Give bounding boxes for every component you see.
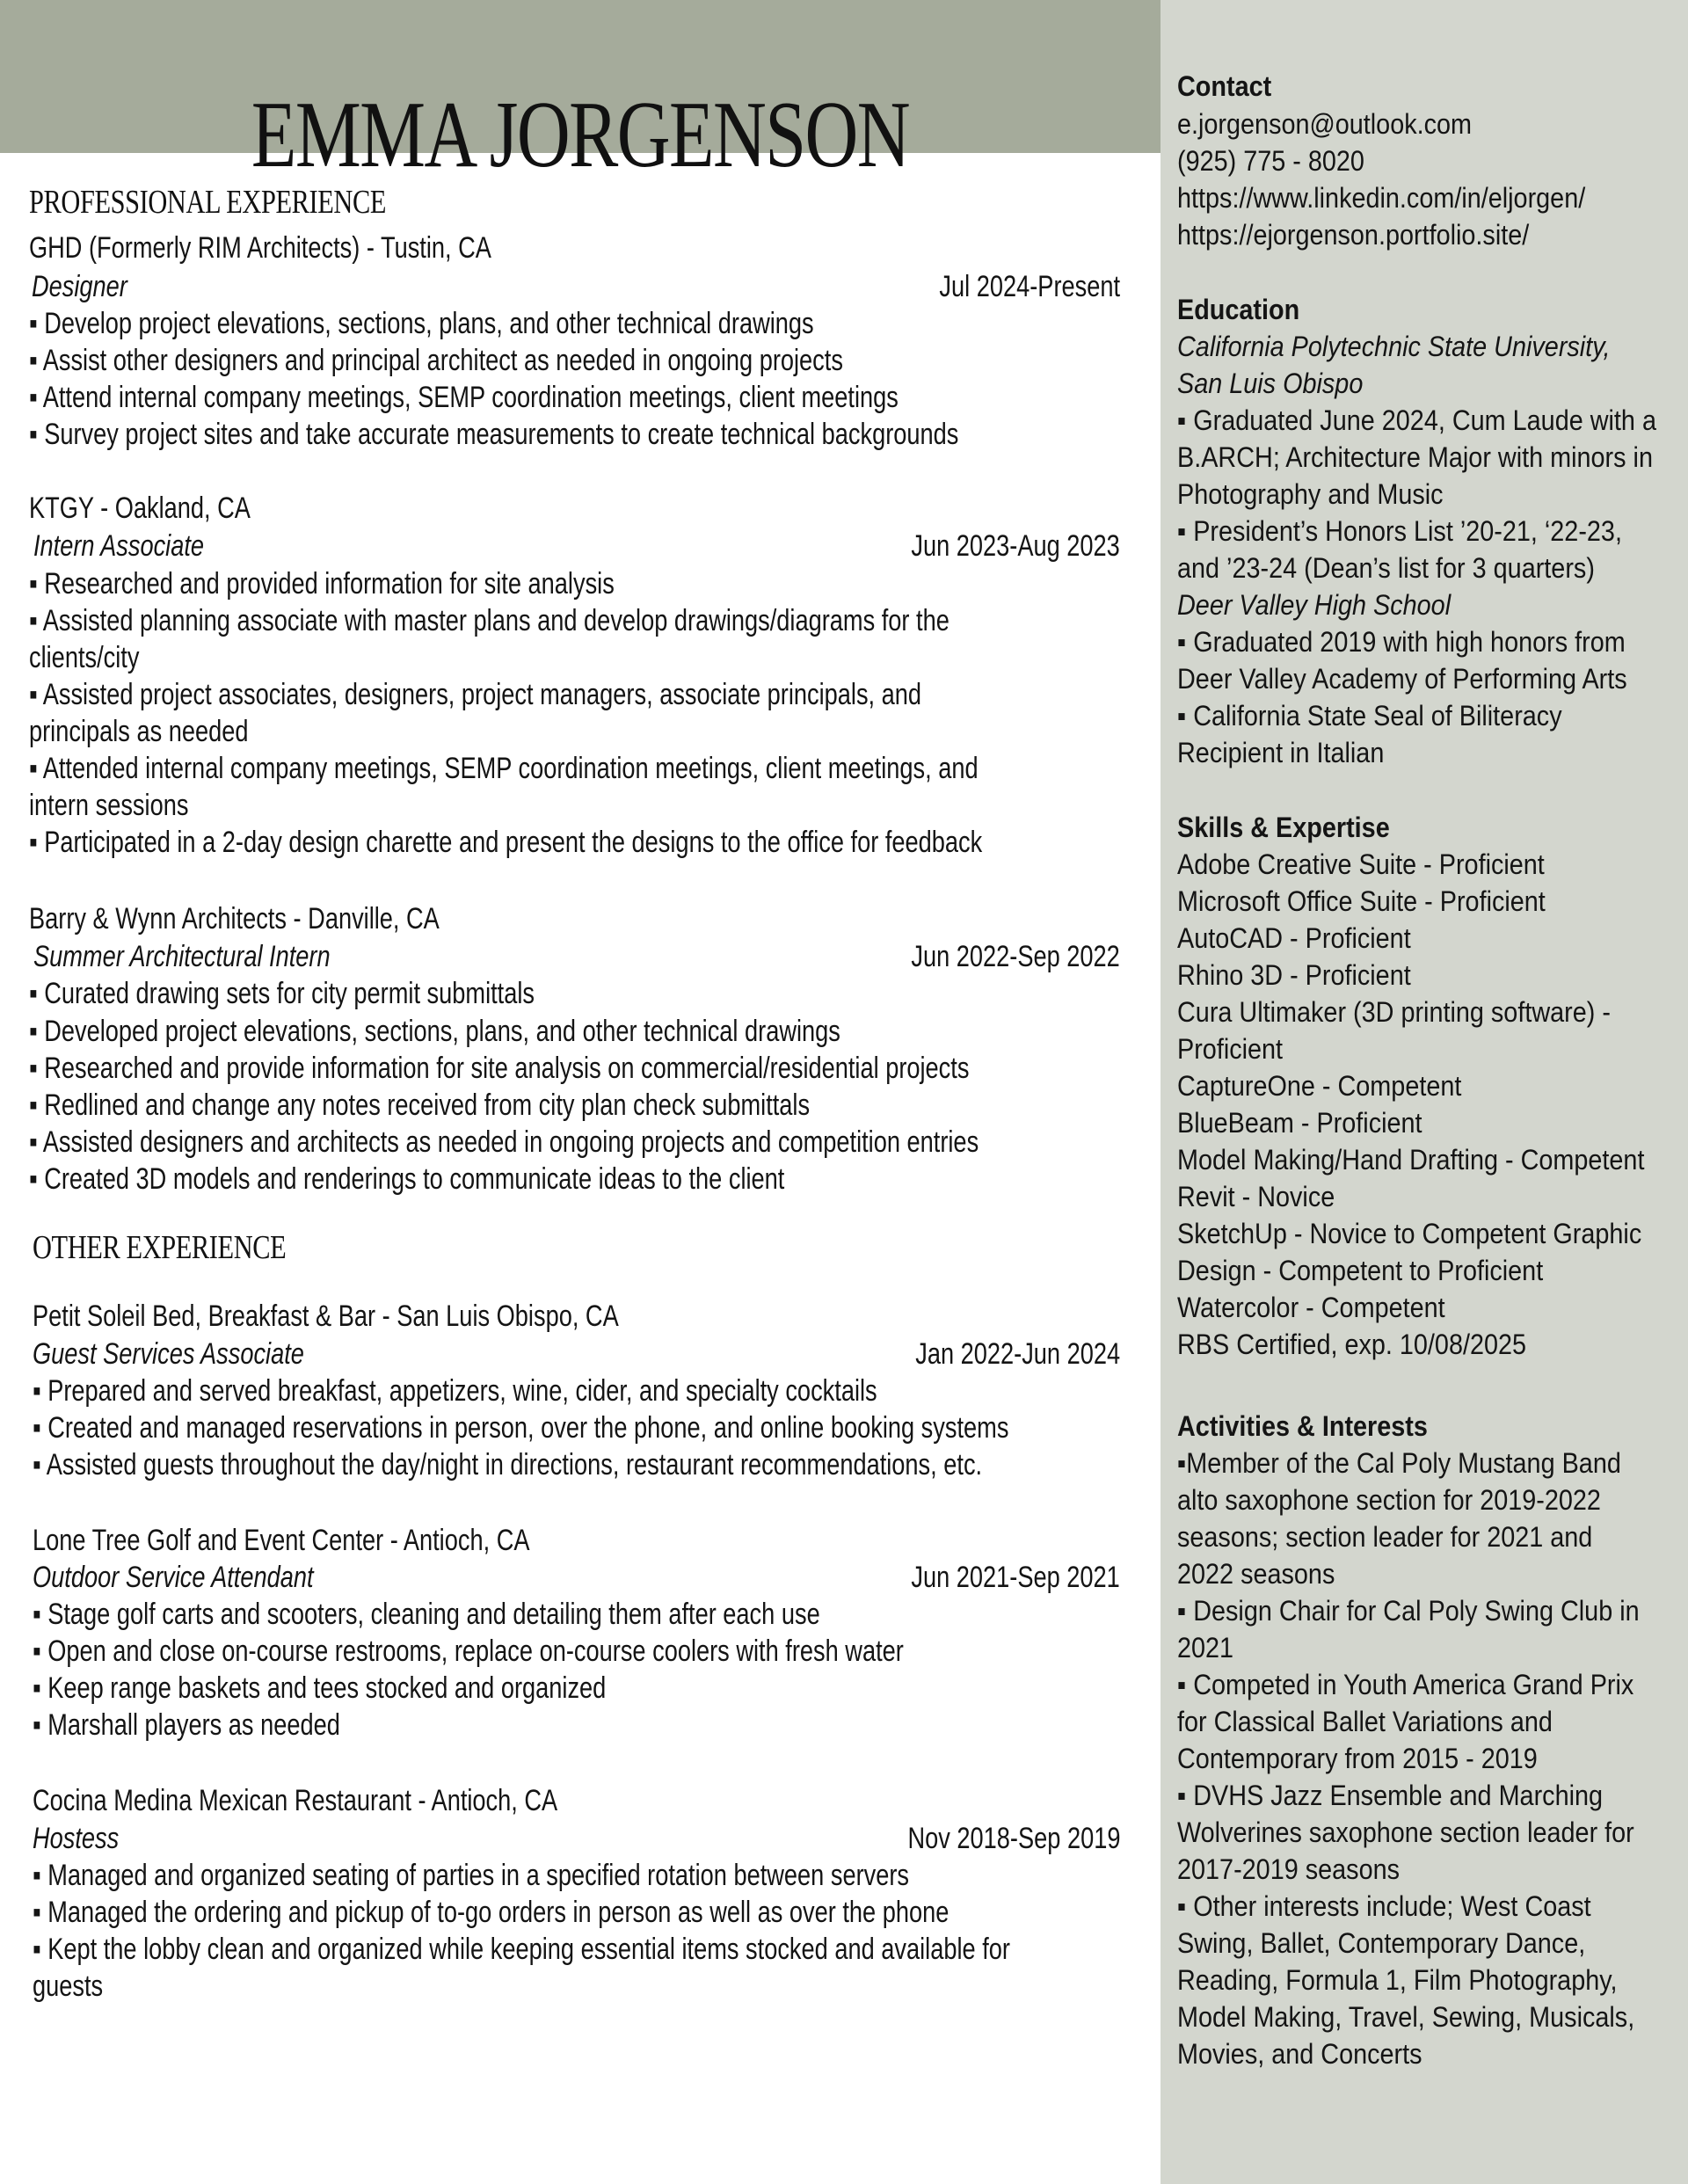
job-bullet: ▪ Redlined and change any notes received from city plan check submittals xyxy=(29,1088,811,1122)
job-bullet-continued: principals as needed xyxy=(29,715,249,748)
job-bullet: ▪ Develop project elevations, sections, plans, and other technical drawings xyxy=(29,307,814,340)
skills-heading: Skills & Expertise xyxy=(1177,812,1390,843)
activities-heading: Activities & Interests xyxy=(1177,1410,1428,1442)
activity-item: ▪ Competed in Youth America Grand Prix xyxy=(1177,1669,1634,1700)
activity-item: ▪ DVHS Jazz Ensemble and Marching xyxy=(1177,1780,1604,1811)
job-employer: Cocina Medina Mexican Restaurant - Antioch, CA xyxy=(33,1784,558,1817)
skill-item: Adobe Creative Suite - Proficient xyxy=(1177,848,1545,880)
contact-heading: Contact xyxy=(1177,70,1272,102)
job-dates: Jan 2022-Jun 2024 xyxy=(915,1337,1120,1371)
job-bullet: ▪ Prepared and served breakfast, appetizers, wine, cider, and specialty cocktails xyxy=(33,1374,877,1408)
activity-item: for Classical Ballet Variations and xyxy=(1177,1706,1553,1737)
activity-item: ▪Member of the Cal Poly Mustang Band xyxy=(1177,1447,1621,1479)
job-bullet: ▪ Created 3D models and renderings to communicate ideas to the client xyxy=(29,1162,785,1196)
job-bullet-continued: clients/city xyxy=(29,641,140,674)
job-employer: Lone Tree Golf and Event Center - Antioch, CA xyxy=(33,1524,530,1557)
candidate-name: EMMA JORGENSON xyxy=(251,83,910,188)
job-dates: Jun 2021-Sep 2021 xyxy=(911,1561,1120,1594)
contact-email[interactable]: e.jorgenson@outlook.com xyxy=(1177,108,1473,140)
education-school: San Luis Obispo xyxy=(1177,368,1364,399)
skill-item: Proficient xyxy=(1177,1033,1284,1065)
activity-item: 2022 seasons xyxy=(1177,1558,1335,1590)
activity-item: Model Making, Travel, Sewing, Musicals, xyxy=(1177,2001,1635,2033)
activity-item: 2021 xyxy=(1177,1632,1234,1663)
job-dates: Jun 2023-Aug 2023 xyxy=(911,529,1120,563)
job-bullet: ▪ Attended internal company meetings, SEMP coordination meetings, client meetings, and xyxy=(29,752,979,785)
section-heading-other-experience: OTHER EXPERIENCE xyxy=(33,1229,287,1266)
skill-item: CaptureOne - Competent xyxy=(1177,1070,1462,1102)
activity-item: alto saxophone section for 2019-2022 xyxy=(1177,1484,1601,1516)
job-bullet-continued: intern sessions xyxy=(29,789,189,822)
job-bullet: ▪ Curated drawing sets for city permit submittals xyxy=(29,977,535,1010)
education-school: Deer Valley High School xyxy=(1177,589,1452,621)
job-bullet: ▪ Open and close on-course restrooms, replace on-course coolers with fresh water xyxy=(33,1634,904,1668)
contact-phone[interactable]: (925) 775 - 8020 xyxy=(1177,145,1364,177)
education-school: California Polytechnic State University, xyxy=(1177,331,1611,362)
activity-item: Movies, and Concerts xyxy=(1177,2038,1422,2070)
job-bullet: ▪ Participated in a 2-day design charette and present the designs to the office for feedback xyxy=(29,826,983,859)
contact-linkedin[interactable]: https://www.linkedin.com/in/eljorgen/ xyxy=(1177,182,1586,214)
job-bullet: ▪ Stage golf carts and scooters, cleaning and detailing them after each use xyxy=(33,1598,820,1631)
job-bullet: ▪ Researched and provide information for site analysis on commercial/residential projects xyxy=(29,1052,970,1085)
skill-item: RBS Certified, exp. 10/08/2025 xyxy=(1177,1329,1527,1360)
job-title: Summer Architectural Intern xyxy=(33,940,331,973)
education-detail: Photography and Music xyxy=(1177,478,1444,510)
skill-item: Design - Competent to Proficient xyxy=(1177,1255,1544,1286)
activity-item: Wolverines saxophone section leader for xyxy=(1177,1816,1634,1848)
contact-portfolio[interactable]: https://ejorgenson.portfolio.site/ xyxy=(1177,219,1530,251)
job-dates: Jun 2022-Sep 2022 xyxy=(911,940,1120,973)
skill-item: Watercolor - Competent xyxy=(1177,1292,1445,1323)
skill-item: Revit - Novice xyxy=(1177,1181,1335,1212)
job-bullet: ▪ Managed and organized seating of parties in a specified rotation between servers xyxy=(33,1859,910,1892)
job-bullet: ▪ Managed the ordering and pickup of to-go orders in person as well as over the phone xyxy=(33,1896,950,1929)
job-employer: GHD (Formerly RIM Architects) - Tustin, CA xyxy=(29,231,491,265)
activity-item: 2017-2019 seasons xyxy=(1177,1853,1400,1885)
education-detail: ▪ Graduated 2019 with high honors from xyxy=(1177,626,1626,658)
skill-item: AutoCAD - Proficient xyxy=(1177,922,1411,954)
job-bullet: ▪ Assisted planning associate with master plans and develop drawings/diagrams for the xyxy=(29,604,950,637)
skill-item: Rhino 3D - Proficient xyxy=(1177,959,1411,991)
activity-item: Swing, Ballet, Contemporary Dance, xyxy=(1177,1927,1586,1959)
skill-item: SketchUp - Novice to Competent Graphic xyxy=(1177,1218,1642,1249)
job-bullet-continued: guests xyxy=(33,1969,104,2003)
job-dates: Jul 2024-Present xyxy=(939,270,1120,303)
job-bullet: ▪ Assisted guests throughout the day/night in directions, restaurant recommendations, etc. xyxy=(33,1448,983,1481)
education-heading: Education xyxy=(1177,294,1300,325)
education-detail: Deer Valley Academy of Performing Arts xyxy=(1177,663,1627,695)
skill-item: Cura Ultimaker (3D printing software) - xyxy=(1177,996,1611,1028)
job-bullet: ▪ Attend internal company meetings, SEMP coordination meetings, client meetings xyxy=(29,381,899,414)
activity-item: Reading, Formula 1, Film Photography, xyxy=(1177,1964,1618,1996)
skill-item: Model Making/Hand Drafting - Competent xyxy=(1177,1144,1645,1176)
education-detail: Recipient in Italian xyxy=(1177,737,1385,768)
section-heading-professional-experience: PROFESSIONAL EXPERIENCE xyxy=(29,184,387,221)
job-bullet: ▪ Marshall players as needed xyxy=(33,1708,340,1742)
activity-item: seasons; section leader for 2021 and xyxy=(1177,1521,1593,1553)
job-bullet: ▪ Keep range baskets and tees stocked and organized xyxy=(33,1671,607,1705)
job-bullet: ▪ Survey project sites and take accurate measurements to create technical backgrounds xyxy=(29,418,959,451)
job-title: Hostess xyxy=(33,1822,120,1855)
job-dates: Nov 2018-Sep 2019 xyxy=(907,1822,1120,1855)
skill-item: BlueBeam - Proficient xyxy=(1177,1107,1422,1139)
activity-item: Contemporary from 2015 - 2019 xyxy=(1177,1743,1538,1774)
education-detail: ▪ Graduated June 2024, Cum Laude with a xyxy=(1177,404,1656,436)
skill-item: Microsoft Office Suite - Proficient xyxy=(1177,885,1546,917)
education-detail: ▪ California State Seal of Biliteracy xyxy=(1177,700,1562,732)
job-employer: KTGY - Oakland, CA xyxy=(29,491,251,525)
education-detail: B.ARCH; Architecture Major with minors in xyxy=(1177,441,1653,473)
job-title: Guest Services Associate xyxy=(33,1337,304,1371)
job-bullet: ▪ Assisted designers and architects as needed in ongoing projects and competition entries xyxy=(29,1125,979,1159)
job-bullet: ▪ Researched and provided information for site analysis xyxy=(29,567,615,601)
activity-item: ▪ Design Chair for Cal Poly Swing Club in xyxy=(1177,1595,1640,1627)
job-bullet: ▪ Assisted project associates, designers, project managers, associate principals, and xyxy=(29,678,922,711)
job-bullet: ▪ Assist other designers and principal architect as needed in ongoing projects xyxy=(29,344,843,377)
job-title: Designer xyxy=(32,270,127,303)
education-detail: and ’23-24 (Dean’s list for 3 quarters) xyxy=(1177,552,1595,584)
job-bullet: ▪ Kept the lobby clean and organized while keeping essential items stocked and available for xyxy=(33,1933,1010,1966)
job-bullet: ▪ Developed project elevations, sections, plans, and other technical drawings xyxy=(29,1015,840,1048)
job-employer: Petit Soleil Bed, Breakfast & Bar - San Luis Obispo, CA xyxy=(33,1299,619,1333)
education-detail: ▪ President’s Honors List ’20-21, ‘22-23, xyxy=(1177,515,1622,547)
job-employer: Barry & Wynn Architects - Danville, CA xyxy=(29,902,440,935)
job-title: Outdoor Service Attendant xyxy=(33,1561,314,1594)
activity-item: ▪ Other interests include; West Coast xyxy=(1177,1890,1591,1922)
job-title: Intern Associate xyxy=(33,529,205,563)
job-bullet: ▪ Created and managed reservations in person, over the phone, and online booking systems xyxy=(33,1411,1009,1445)
